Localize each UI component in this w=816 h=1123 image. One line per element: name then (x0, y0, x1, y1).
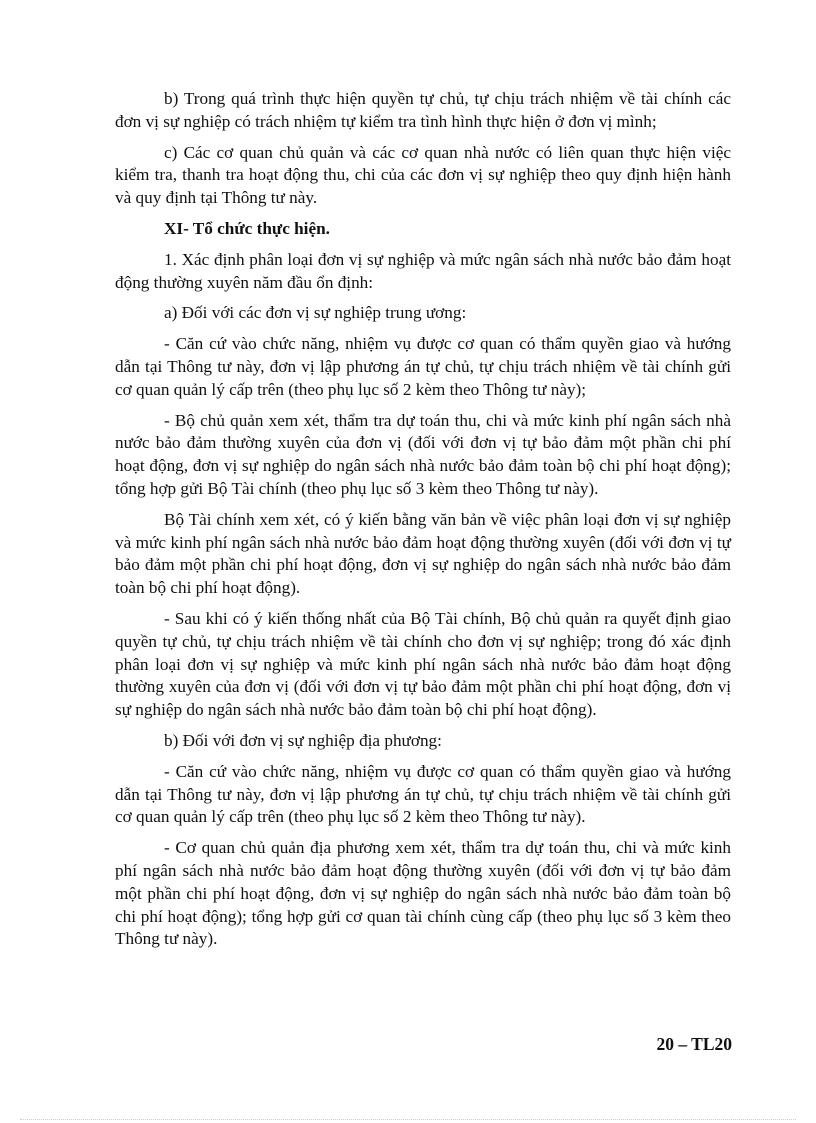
paragraph-ministry-decision: - Sau khi có ý kiến thống nhất của Bộ Tài chính, Bộ chủ quản ra quyết định giao quyền tự chủ, tự chịu trách nhiệm về tài chính cho đơn vị sự nghiệp; trong đó xác định phân loại đơn vị sự nghiệp và mức kinh phí ngân sách nhà nước bảo đảm hoạt động thường xuyên của đơn vị (đối với đơn vị tự bảo đảm một phần chi phí hoạt động, đơn vị sự nghiệp do ngân sách nhà nước bảo đảm toàn bộ chi phí hoạt động). (115, 608, 731, 720)
paragraph-local-plan: - Căn cứ vào chức năng, nhiệm vụ được cơ quan có thẩm quyền giao và hướng dẫn tại Thông tư này, đơn vị lập phương án tự chủ, tự chịu trách nhiệm về tài chính gửi cơ quan quản lý cấp trên (theo phụ lục số 2 kèm theo Thông tư này). (115, 761, 731, 827)
paragraph-local-review: - Cơ quan chủ quản địa phương xem xét, thẩm tra dự toán thu, chi và mức kinh phí ngân sách nhà nước bảo đảm hoạt động thường xuyên (đối với đơn vị tự bảo đảm một phần chi phí hoạt động, đơn vị sự nghiệp do ngân sách nhà nước bảo đảm toàn bộ chi phí hoạt động); tổng hợp gửi cơ quan tài chính cùng cấp (theo phụ lục số 3 kèm theo Thông tư này). (115, 838, 731, 949)
paragraph-b-self-inspection: b) Trong quá trình thực hiện quyền tự chủ, tự chịu trách nhiệm về tài chính các đơn vị sự nghiệp có trách nhiệm tự kiểm tra tình hình thực hiện ở đơn vị mình; (115, 89, 731, 131)
page-number-footer: 20 – TL20 (656, 1034, 732, 1054)
document-page (115, 88, 731, 959)
paragraph-b-local-units: b) Đối với đơn vị sự nghiệp địa phương: (164, 730, 442, 750)
paragraph-c-inspection-agencies: c) Các cơ quan chủ quản và các cơ quan nhà nước có liên quan thực hiện việc kiểm tra, thanh tra hoạt động thu, chi của các đơn vị sự nghiệp theo quy định hiện hành và quy định tại Thông tư này. (115, 142, 731, 208)
paragraph-central-plan: - Căn cứ vào chức năng, nhiệm vụ được cơ quan có thẩm quyền giao và hướng dẫn tại Thông tư này, đơn vị lập phương án tự chủ, tự chịu trách nhiệm về tài chính gửi cơ quan quản lý cấp trên (theo phụ lục số 2 kèm theo Thông tư này); (115, 334, 731, 399)
page-bottom-divider (20, 1119, 796, 1120)
section-heading-xi: XI- Tổ chức thực hiện. (164, 218, 330, 238)
paragraph-a-central-units: a) Đối với các đơn vị sự nghiệp trung ương: (164, 303, 467, 323)
paragraph-1-classification: 1. Xác định phân loại đơn vị sự nghiệp và mức ngân sách nhà nước bảo đảm hoạt động thường xuyên năm đầu ổn định: (115, 249, 731, 292)
paragraph-finance-ministry-opinion: Bộ Tài chính xem xét, có ý kiến bằng văn bản về việc phân loại đơn vị sự nghiệp và mức kinh phí ngân sách nhà nước bảo đảm hoạt động thường xuyên (đối với đơn vị tự bảo đảm một phần chi phí hoạt động, đơn vị sự nghiệp do ngân sách nhà nước bảo đảm toàn bộ chi phí hoạt động). (115, 509, 731, 598)
paragraph-ministry-review: - Bộ chủ quản xem xét, thẩm tra dự toán thu, chi và mức kinh phí ngân sách nhà nước bảo đảm thường xuyên của đơn vị (đối với đơn vị tự bảo đảm một phần chi phí hoạt động, đơn vị sự nghiệp do ngân sách nhà nước bảo đảm toàn bộ chi phí hoạt động); tổng hợp gửi Bộ Tài chính (theo phụ lục số 3 kèm theo Thông tư này). (115, 410, 731, 498)
